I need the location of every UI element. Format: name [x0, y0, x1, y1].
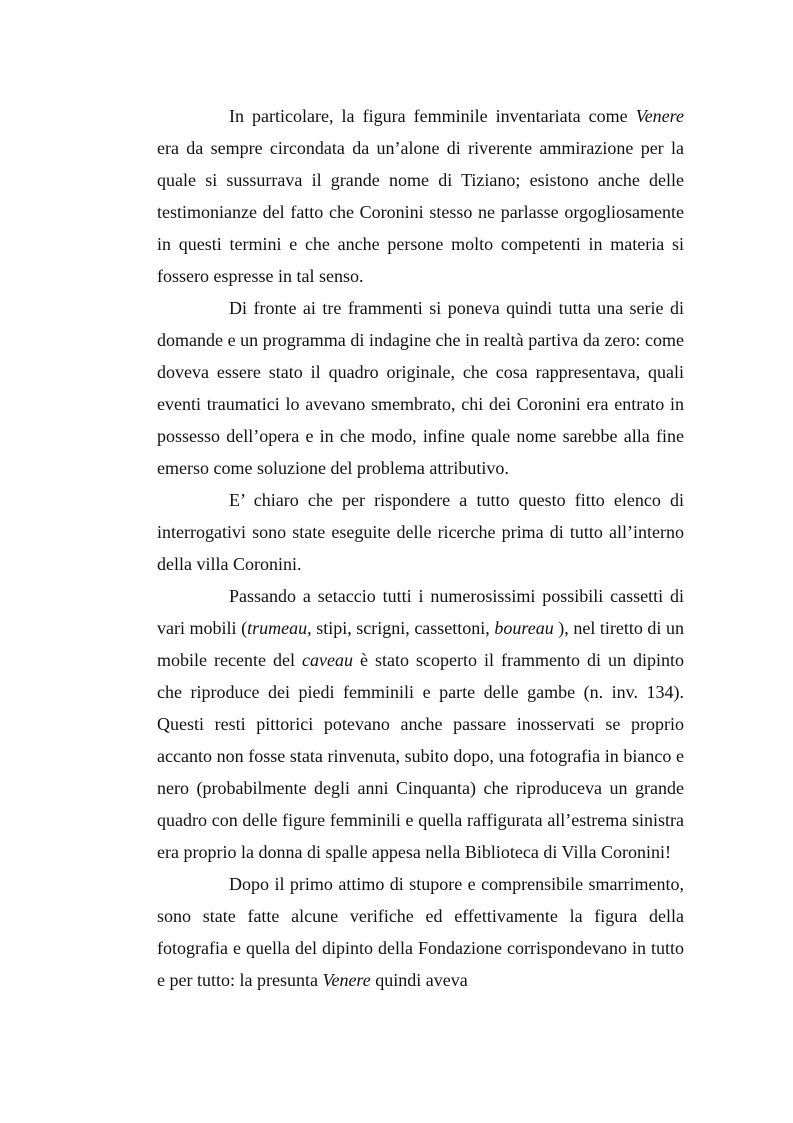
paragraph-5 [157, 868, 684, 996]
italic-text-run: caveau [301, 650, 353, 670]
paragraph-3 [157, 484, 684, 580]
text-run: Dopo il primo attimo di stupore e comprensibile smarrimento, sono state fatte alcune verifiche ed effettivamente la figura della fotografia e quella del dipinto della Fondazione corrispondevano in tutto e per tutto: la presunta [157, 874, 684, 990]
text-run: Passando a setaccio tutti i numerosissimi possibili cassetti di vari mobili ( [157, 586, 684, 638]
italic-text-run: trumeau, [247, 618, 312, 638]
text-run: è stato scoperto il frammento di un dipinto che riproduce dei piedi femminili e parte delle gambe (n. inv. 134). Questi resti pittorici potevano anche passare inosservati se proprio accanto non fosse stata rinvenuta, subito dopo, una fotografia in bianco e nero (probabilmente degli anni Cinquanta) che riproduceva un grande quadro con delle figure femminili e quella raffigurata all’estrema sinistra era proprio la donna di spalle appesa nella Biblioteca di Villa Coronini! [157, 650, 684, 862]
text-run: In particolare, la figura femminile inventariata come [229, 106, 636, 126]
paragraph-4 [157, 580, 684, 868]
italic-text-run: Venere [322, 970, 371, 990]
italic-text-run: boureau [494, 618, 554, 638]
text-run: ), nel tiretto di un mobile recente del [157, 618, 685, 670]
text-run: E’ chiaro che per rispondere a tutto questo fitto elenco di interrogativi sono state eseguite delle ricerche prima di tutto all’interno della villa Coronini. [157, 490, 684, 574]
document-page [157, 100, 684, 996]
italic-text-run: Venere [635, 106, 684, 126]
text-run: stipi, scrigni, cassettoni, [311, 618, 495, 638]
paragraph-1 [157, 100, 684, 292]
text-run: Di fronte ai tre frammenti si poneva quindi tutta una serie di domande e un programma di indagine che in realtà partiva da zero: come doveva essere stato il quadro originale, che cosa rappresentava, quali eventi traumatici lo avevano smembrato, chi dei Coronini era entrato in possesso dell’opera e in che modo, infine quale nome sarebbe alla fine emerso come soluzione del problema attributivo. [157, 298, 684, 478]
paragraph-2 [157, 292, 684, 484]
text-run: quindi aveva [370, 970, 468, 990]
text-run: era da sempre circondata da un’alone di riverente ammirazione per la quale si sussurrava il grande nome di Tiziano; esistono anche delle testimonianze del fatto che Coronini stesso ne parlasse orgogliosamente in questi termini e che anche persone molto competenti in materia si fossero espresse in tal senso. [157, 138, 684, 286]
